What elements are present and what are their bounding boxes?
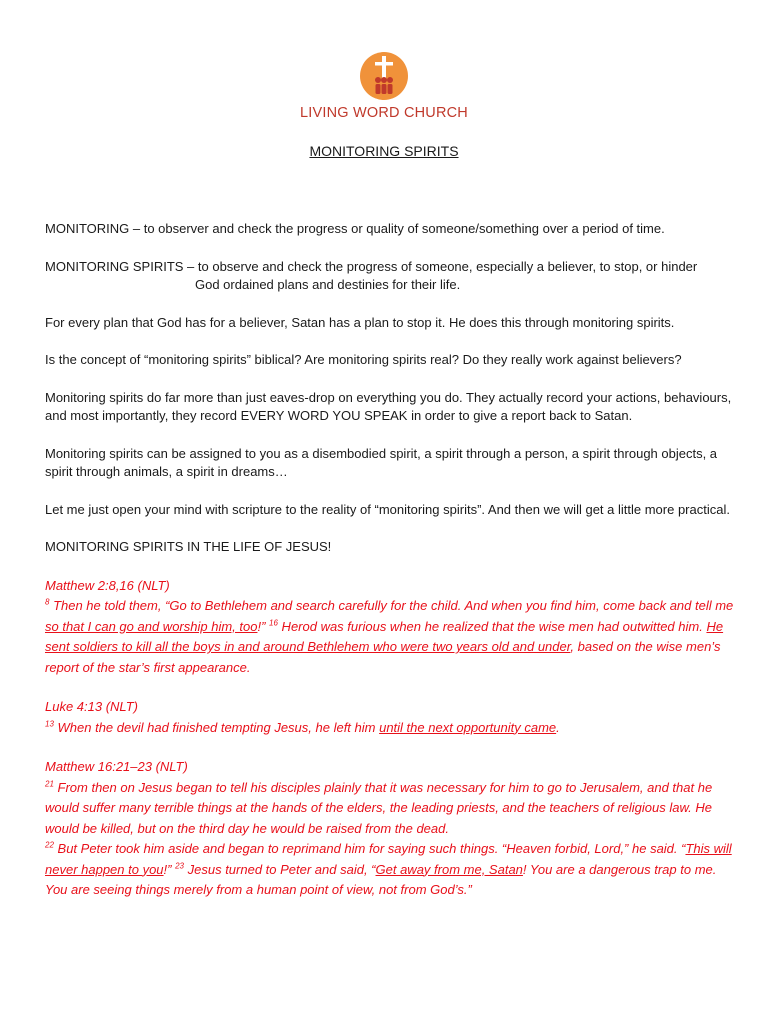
scripture-matthew-2 bbox=[45, 576, 735, 679]
scripture-luke-4 bbox=[45, 697, 735, 738]
scripture-reference: Matthew 16:21–23 (NLT) bbox=[45, 759, 188, 774]
verse-number: 23 bbox=[175, 861, 185, 871]
paragraph-assigned: Monitoring spirits can be assigned to you as a disembodied spirit, a spirit through a person, a spirit through objects, a spirit through animals, a spirit in dreams… bbox=[45, 445, 718, 479]
paragraph-plan: For every plan that God has for a believer, Satan has a plan to stop it. He does this through monitoring spirits. bbox=[45, 314, 675, 330]
underlined-phrase: until the next opportunity came bbox=[379, 719, 557, 735]
paragraph-open-mind: Let me just open your mind with scripture to the reality of “monitoring spirits”. And then we will get a little more practical. bbox=[45, 501, 730, 517]
document-body bbox=[45, 220, 735, 901]
verse-number: 22 bbox=[45, 840, 54, 850]
scripture-text: $^{22}$ But Peter took him aside and began to reprimand him for saying such things. “Heaven forbid, Lord,” he said. “This will never happen to you!” $^{23}$ Jesus turned to Peter and said, “Get away from me, Satan! You are a dangerous trap to me. You are seeing things merely from a human point of view, not from God’s.” bbox=[45, 840, 732, 897]
verse-number: 13 bbox=[45, 719, 54, 729]
definition-monitoring-spirits-cont: God ordained plans and destinies for their life. bbox=[195, 277, 461, 292]
page-title: MONITORING SPIRITS bbox=[309, 143, 459, 159]
section-heading: MONITORING SPIRITS IN THE LIFE OF JESUS! bbox=[45, 539, 332, 554]
scripture-matthew-16 bbox=[45, 757, 735, 901]
scripture-text: $^{21}$ From then on Jesus began to tell his disciples plainly that it was necessary for him to go to Jerusalem, and that he would suffer many terrible things at the hands of the elders, the leading priests, and the teachers of religious law. He would be killed, but on the third day he would be raised from the dead. bbox=[45, 779, 713, 836]
scripture-text: $^8$ Then he told them, “Go to Bethlehem and search carefully for the child. And when you find him, come back and tell me so that I can go and worship him, too!” $^{16}$ Herod was furious when he realized that the wise men had outwitted him. He sent soldiers to kill all the boys in and around Bethlehem who were two years old and under, based on the wise men’s report of the star’s first appearance. bbox=[45, 597, 734, 675]
church-emblem-icon bbox=[356, 50, 412, 102]
definition-monitoring-spirits: MONITORING SPIRITS – to observe and check the progress of someone, especially a believer, to stop, or hinder bbox=[45, 258, 698, 274]
paragraph-eavesdrop: Monitoring spirits do far more than just eaves-drop on everything you do. They actually record your actions, behaviours, and most importantly, they record EVERY WORD YOU SPEAK in order to give a report back to Satan. bbox=[45, 389, 732, 423]
verse-number: 21 bbox=[45, 779, 54, 789]
underlined-phrase: He sent soldiers to kill all the boys in and around Bethlehem who were two years old and under bbox=[45, 618, 724, 654]
underlined-phrase: This will never happen to you bbox=[45, 841, 732, 877]
paragraph-question: Is the concept of “monitoring spirits” biblical? Are monitoring spirits real? Do they really work against believers? bbox=[45, 352, 682, 367]
underlined-phrase: Get away from me, Satan bbox=[375, 861, 523, 877]
church-name: LIVING WORD CHURCH bbox=[300, 105, 468, 121]
scripture-reference: Matthew 2:8,16 (NLT) bbox=[45, 577, 170, 593]
verse-number: 8 bbox=[45, 597, 50, 607]
verse-number: 16 bbox=[269, 618, 278, 628]
underlined-phrase: so that I can go and worship him, too bbox=[45, 618, 258, 634]
definition-monitoring: MONITORING – to observer and check the progress or quality of someone/something over a period of time. bbox=[45, 221, 665, 236]
church-logo bbox=[0, 50, 768, 121]
scripture-text: $^{13}$ When the devil had finished tempting Jesus, he left him until the next opportunity came. bbox=[45, 719, 560, 735]
scripture-reference: Luke 4:13 (NLT) bbox=[45, 699, 138, 714]
